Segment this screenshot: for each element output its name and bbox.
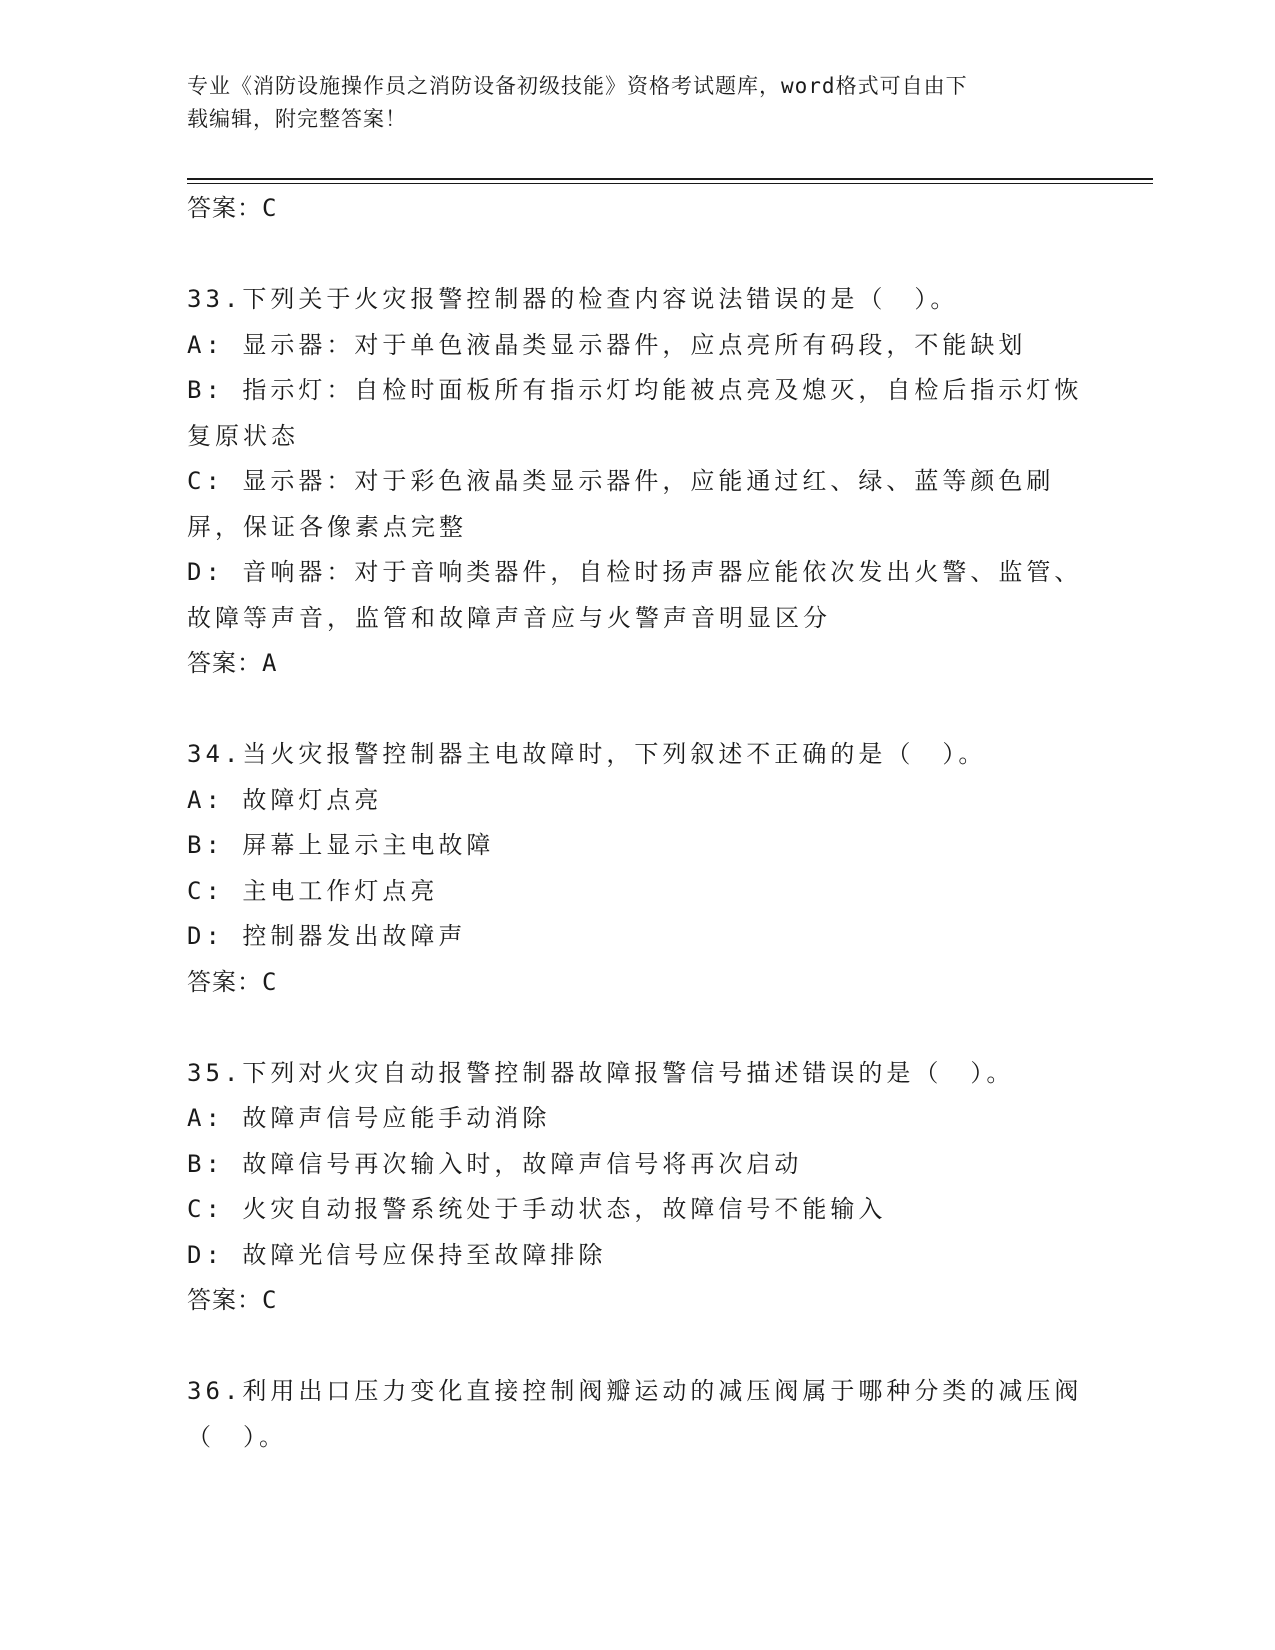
option-c: C: 主电工作灯点亮 [187,876,439,905]
header-line-2: 载编辑，附完整答案！ [187,107,407,131]
question-stem: 33.下列关于火灾报警控制器的检查内容说法错误的是（ ）。 [187,285,959,313]
document-header [187,70,1067,136]
header-rule-thick [187,178,1153,180]
question-33 [187,277,1087,687]
option-a: A: 显示器：对于单色液晶类显示器件，应点亮所有码段，不能缺划 [187,330,1027,359]
option-b: B: 故障信号再次输入时，故障声信号将再次启动 [187,1149,803,1178]
option-b: B: 屏幕上显示主电故障 [187,831,495,859]
spacer [187,1005,1087,1051]
question-36 [187,1369,1087,1460]
header-rule-thin [187,183,1153,184]
answer: 答案：C [187,967,278,996]
option-c: C: 显示器：对于彩色液晶类显示器件，应能通过红、绿、蓝等颜色刷屏，保证各像素点完整 [187,467,1055,541]
question-stem: 35.下列对火灾自动报警控制器故障报警信号描述错误的是（ ）。 [187,1058,1015,1087]
spacer [187,232,1087,278]
document-body [187,186,1087,1460]
answer: 答案：A [187,649,278,677]
question-stem: 36.利用出口压力变化直接控制阀瓣运动的减压阀属于哪种分类的减压阀（ ）。 [187,1377,1083,1451]
option-c: C: 火灾自动报警系统处于手动状态，故障信号不能输入 [187,1195,887,1223]
question-35 [187,1051,1087,1324]
option-a: A: 故障灯点亮 [187,785,383,814]
answer: 答案：C [187,1286,278,1314]
spacer [187,687,1087,733]
question-stem: 34.当火灾报警控制器主电故障时，下列叙述不正确的是（ ）。 [187,740,987,768]
option-a: A: 故障声信号应能手动消除 [187,1104,551,1132]
header-line-1: 专业《消防设施操作员之消防设备初级技能》资格考试题库，word格式可自由下 [187,74,968,98]
option-d: D: 故障光信号应保持至故障排除 [187,1240,607,1269]
option-d: D: 音响器：对于音响类器件，自检时扬声器应能依次发出火警、监管、故障等声音，监管和故障声音应与火警声音明显区分 [187,558,1083,632]
option-d: D: 控制器发出故障声 [187,922,467,950]
spacer [187,1324,1087,1370]
question-34 [187,732,1087,1005]
option-b: B: 指示灯：自检时面板所有指示灯均能被点亮及熄灭，自检后指示灯恢复原状态 [187,376,1083,450]
previous-answer: 答案：C [187,194,278,222]
